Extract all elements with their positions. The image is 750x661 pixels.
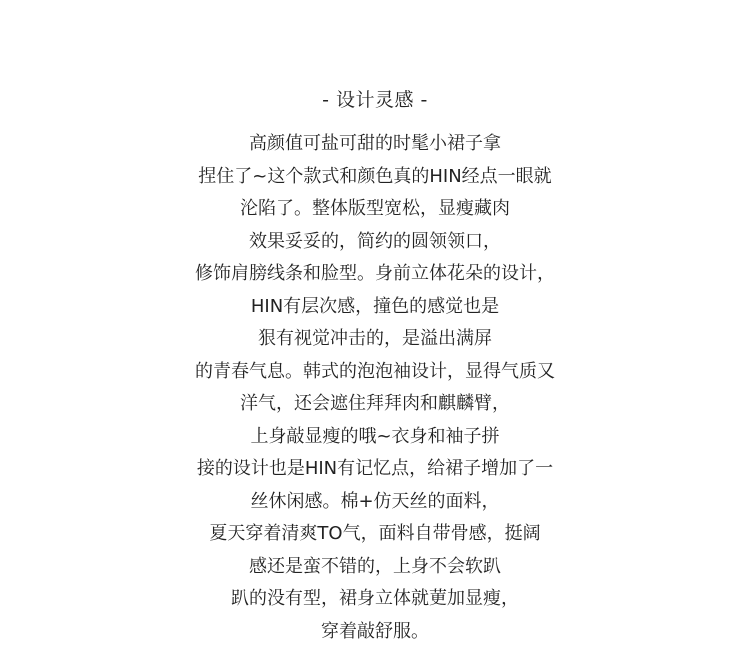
- text-line: 上身敲显瘦的哦~衣身和袖子拼: [250, 425, 500, 447]
- text-line: 感还是蛮不错的，上身不会软趴: [249, 555, 501, 577]
- text-line: 修饰肩膀线条和脸型。身前立体花朵的设计，: [195, 263, 555, 284]
- section-title: - 设计灵感 -: [322, 89, 428, 111]
- text-line: 狠有视觉冲击的，是溢出满屏: [258, 328, 492, 349]
- text-line: HIN有层次感，撞色的感觉也是: [250, 295, 500, 317]
- text-line: 捏住了~这个款式和颜色真的HIN经点一眼就: [198, 165, 552, 187]
- text-line: 夏天穿着清爽TO气，面料自带骨感，挺阔: [209, 523, 541, 544]
- text-line: 沦陷了。整体版型宽松，显瘦藏肉: [240, 198, 510, 219]
- text-line: 接的设计也是HIN有记忆点，给裙子增加了一: [196, 458, 554, 479]
- text-line: 效果妥妥的，简约的圆领领口，: [249, 230, 501, 252]
- text-line: 趴的没有型，裙身立体就莄加显瘦，: [231, 588, 519, 609]
- text-line: 丝休闲感。棉+仿天丝的面料，: [250, 490, 500, 512]
- text-line: 的青春气息。韩式的泡泡袖设计，显得气质又: [195, 360, 555, 382]
- text-line: 洋气，还会遮住拜拜肉和麒麟臂，: [240, 393, 510, 414]
- text-line: 穿着敲舒服。: [321, 620, 429, 642]
- description-text: [0, 128, 750, 648]
- text-line: 高颜值可盐可甜的时髦小裙子拿: [249, 133, 501, 154]
